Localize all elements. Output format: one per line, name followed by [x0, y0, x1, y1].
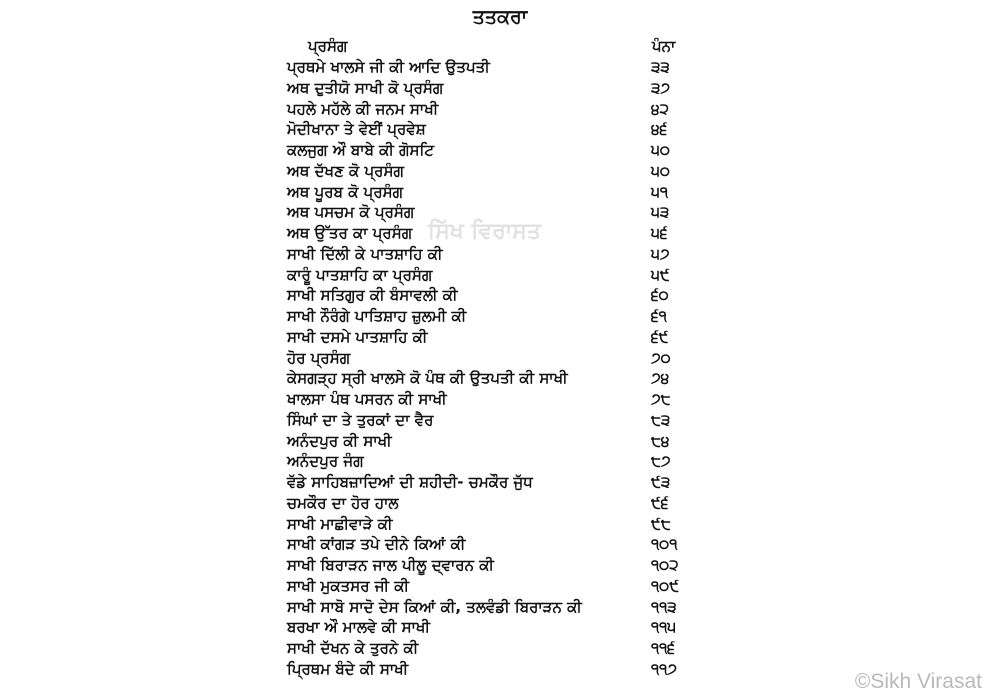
toc-entry-title: ਸਾਖੀ ਸਾਬੋ ਸਾਦੋ ਦੇਸ ਕਿਆਂ ਕੀ, ਤਲਵੰਡੀ ਬਿਰਾੜਨ ਕੀ	[287, 597, 582, 616]
toc-entry-title: ਬਰਖਾ ਔ ਮਾਲਵੇ ਕੀ ਸਾਖੀ	[287, 618, 430, 637]
center-watermark: ਸਿੱਖ ਵਿਰਾਸਤ	[428, 219, 541, 244]
toc-entry	[287, 140, 717, 161]
page-column-header: ਪੰਨਾ	[652, 37, 676, 55]
toc-entry	[287, 410, 717, 431]
toc-entry	[287, 99, 717, 120]
toc-entry-title: ਅਨੰਦਪੁਰ ਕੀ ਸਾਖੀ	[287, 431, 392, 450]
toc-entry-title: ਅਥ ਉੱਤਰ ਕਾ ਪ੍ਰਸੰਗ	[287, 224, 413, 242]
toc-entry	[287, 617, 717, 638]
toc-entry	[287, 119, 717, 140]
toc-entry	[287, 57, 717, 78]
toc-entry-title: ਪ੍ਰਥਮੇ ਖਾਲਸੇ ਜੀ ਕੀ ਆਦਿ ਉਤਪਤੀ	[287, 58, 490, 76]
toc-entry-title: ਚਮਕੌਰ ਦਾ ਹੋਰ ਹਾਲ	[287, 493, 399, 512]
toc-entry-title: ਹੋਰ ਪ੍ਰਸੰਗ	[287, 348, 351, 367]
toc-entry-page-number: ੮੪	[651, 431, 670, 450]
toc-entry	[287, 265, 717, 286]
toc-entry-title: ਸਾਖੀ ਕਾਂਗੜ ਤਪੇ ਦੀਨੇ ਕਿਆਂ ਕੀ	[287, 535, 466, 554]
toc-entry-page-number: ੭੮	[651, 390, 671, 408]
toc-entry-page-number: ੩੩	[651, 58, 670, 76]
toc-entry	[287, 514, 717, 535]
toc-entry	[287, 493, 717, 514]
toc-entry	[287, 368, 717, 389]
toc-entry-page-number: ੯੩	[651, 473, 671, 491]
toc-entry	[287, 472, 717, 493]
toc-entry-page-number: ੫੭	[651, 244, 670, 263]
toc-entry-page-number: ੧੧੬	[651, 639, 675, 657]
toc-entry-page-number: ੬੦	[651, 286, 669, 305]
page-title: ਤਤਕਰਾ	[472, 6, 528, 28]
toc-entry-title: ਅਥ ਦੁਤੀਯੋ ਸਾਖੀ ਕੋ ਪ੍ਰਸੰਗ	[287, 78, 444, 97]
toc-entry-title: ਸਾਖੀ ਦਿੱਲੀ ਕੇ ਪਾਤਸ਼ਾਹਿ ਕੀ	[287, 244, 443, 263]
topic-column-header: ਪ੍ਰਸੰਗ	[308, 37, 348, 55]
toc-entry-title: ਸਾਖੀ ਸਤਿਗੁਰ ਕੀ ਬੰਸਾਵਲੀ ਕੀ	[287, 286, 458, 305]
toc-entry-page-number: ੫੬	[651, 224, 668, 242]
toc-entry-page-number: ੭੦	[651, 348, 671, 367]
toc-entry	[287, 555, 717, 576]
toc-entry-page-number: ੪੨	[651, 99, 669, 118]
toc-entry	[287, 182, 717, 203]
toc-entry-title: ਸਾਖੀ ਨੌਰੰਗੇ ਪਾਤਿਸ਼ਾਹ ਜ਼ੁਲਮੀ ਕੀ	[287, 307, 467, 325]
toc-entry-page-number: ੫੧	[651, 182, 668, 201]
toc-entry-title: ਅਨੰਦਪੁਰ ਜੰਗ	[287, 452, 364, 471]
toc-entry-title: ਪਹਲੇ ਮਹੱਲੇ ਕੀ ਜਨਮ ਸਾਖੀ	[287, 99, 439, 118]
toc-entry	[287, 597, 717, 618]
toc-entry-title: ਸਾਖੀ ਦੱਖਨ ਕੇ ਤੁਰਨੇ ਕੀ	[287, 639, 419, 657]
toc-entry	[287, 534, 717, 555]
toc-entry	[287, 638, 717, 659]
toc-entry-page-number: ੮੭	[651, 452, 671, 471]
toc-entry-page-number: ੯੮	[651, 514, 671, 533]
toc-entry-title: ਵੱਡੇ ਸਾਹਿਬਜ਼ਾਦਿਆਂ ਦੀ ਸ਼ਹੀਦੀ- ਚਮਕੌਰ ਜੁੱਧ	[287, 473, 533, 491]
toc-entry-title: ਕੇਸਗੜ੍ਹ ਸ੍ਰੀ ਖਾਲਸੇ ਕੋ ਪੰਥ ਕੀ ਉਤਪਤੀ ਕੀ ਸਾਖੀ	[287, 369, 568, 388]
toc-entry	[287, 202, 717, 223]
copyright-watermark: ©Sikh Virasat	[854, 670, 982, 693]
toc-entry-page-number: ੧੧੩	[651, 597, 677, 616]
toc-entry-page-number: ੫੦	[651, 141, 670, 159]
toc-entry-page-number: ੧੦੨	[651, 556, 679, 574]
toc-entry-title: ਮੋਦੀਖਾਨਾ ਤੇ ਵੇਈਂ ਪ੍ਰਵੇਸ਼	[287, 120, 426, 139]
toc-entry	[287, 327, 717, 348]
toc-entry-page-number: ੧੦੯	[651, 576, 680, 595]
toc-entry-page-number: ੬੯	[651, 327, 669, 346]
toc-entry-page-number: ੮੩	[651, 410, 671, 429]
toc-entry	[287, 659, 717, 680]
toc-entry-title: ਸਾਖੀ ਮਾਛੀਵਾੜੇ ਕੀ	[287, 514, 393, 533]
toc-entry	[287, 576, 717, 597]
toc-entry-title: ਕਾਰੂੰ ਪਾਤਸ਼ਾਹਿ ਕਾ ਪ੍ਰਸੰਗ	[287, 265, 433, 284]
toc-entry	[287, 431, 717, 452]
toc-entry-page-number: ੪੬	[651, 120, 668, 139]
toc-entry-page-number: ੫੩	[651, 203, 670, 222]
toc-entry-title: ਅਥ ਪੂਰਬ ਕੋ ਪ੍ਰਸੰਗ	[287, 182, 404, 201]
toc-entry	[287, 285, 717, 306]
toc-entry	[287, 451, 717, 472]
toc-entry	[287, 161, 717, 182]
toc-entry	[287, 389, 717, 410]
toc-entry	[287, 244, 717, 265]
toc-entry-page-number: ੧੧੫	[651, 618, 677, 637]
toc-entry-title: ਕਲਜੁਗ ਔ ਬਾਬੇ ਕੀ ਗੋਸਟਿ	[287, 141, 434, 159]
toc-entry-title: ਪ੍ਰਿਥਮ ਬੰਦੇ ਕੀ ਸਾਖੀ	[287, 659, 409, 678]
toc-entry	[287, 348, 717, 369]
toc-entry-page-number: ੩੭	[651, 78, 671, 97]
toc-entry-page-number: ੯੬	[651, 493, 669, 512]
toc-entry-page-number: ੧੦੧	[651, 535, 678, 554]
toc-entry-title: ਸਾਖੀ ਬਿਰਾੜਨ ਜਾਲ ਪੀਲੂ ਦ੍ਵਾਰਨ ਕੀ	[287, 556, 494, 574]
toc-entry-page-number: ੧੧੭	[651, 659, 677, 678]
toc-entry	[287, 223, 717, 244]
toc-entry-page-number: ੫੯	[651, 265, 670, 284]
toc-entry-page-number: ੫੦	[651, 161, 670, 180]
toc-entry-title: ਸਾਖੀ ਦਸਮੇ ਪਾਤਸ਼ਾਹਿ ਕੀ	[287, 327, 428, 346]
toc-entry-title: ਸਾਖੀ ਮੁਕਤਸਰ ਜੀ ਕੀ	[287, 576, 410, 595]
toc-entry-title: ਅਥ ਪਸਚਮ ਕੋ ਪ੍ਰਸੰਗ	[287, 203, 415, 222]
toc-entry-title: ਸਿੰਘਾਂ ਦਾ ਤੇ ਤੁਰਕਾਂ ਦਾ ਵੈਰ	[287, 410, 434, 429]
toc-entry-page-number: ੬੧	[651, 307, 667, 325]
toc-entry	[287, 78, 717, 99]
toc-entry-title: ਖਾਲਸਾ ਪੰਥ ਪਸਰਨ ਕੀ ਸਾਖੀ	[287, 390, 447, 408]
table-of-contents	[287, 57, 717, 680]
toc-entry-title: ਅਥ ਦੱਖਣ ਕੋ ਪ੍ਰਸੰਗ	[287, 161, 404, 180]
toc-entry-page-number: ੭੪	[651, 369, 670, 388]
toc-entry	[287, 306, 717, 327]
